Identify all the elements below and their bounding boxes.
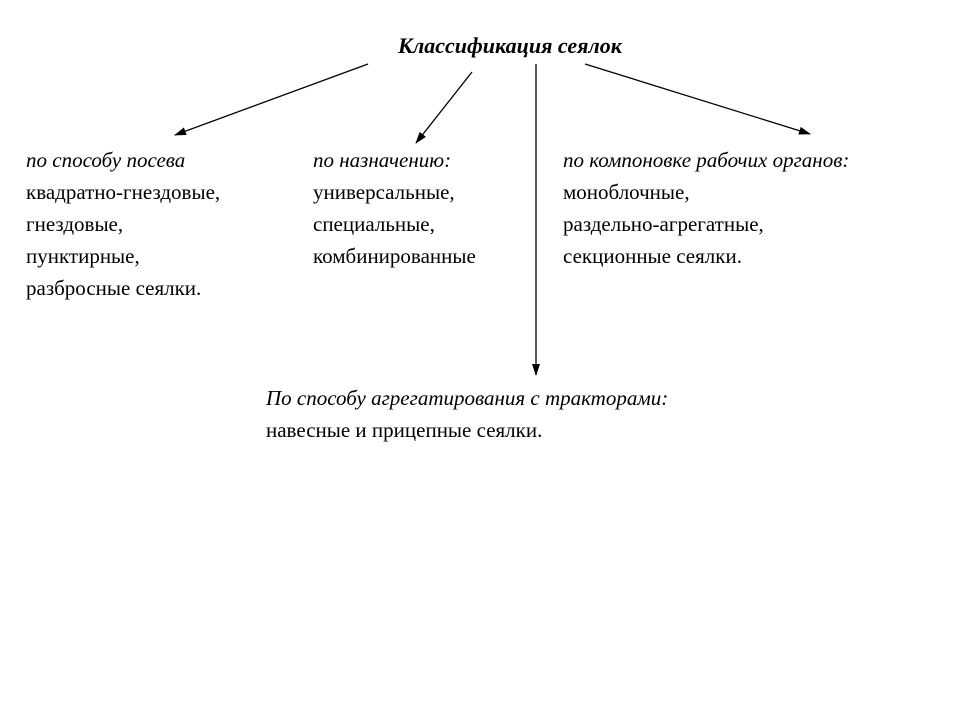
list-item: квадратно-гнездовые, [26, 180, 221, 204]
arrow-to-purpose [416, 72, 472, 143]
list-item: специальные, [313, 212, 435, 236]
group-sowing-method [26, 144, 220, 304]
list-item: навесные и прицепные сеялки. [266, 418, 543, 442]
diagram-title: Классификация сеялок [398, 33, 622, 58]
group-heading: по способу посева [26, 148, 186, 172]
arrow-to-sowing [175, 64, 368, 135]
group-heading: По способу агрегатирования с тракторами: [266, 386, 669, 410]
list-item: пунктирные, [26, 244, 140, 268]
group-heading: по назначению: [313, 148, 452, 172]
list-item: разбросные сеялки. [26, 276, 202, 300]
group-tractor-aggregation [266, 382, 668, 446]
list-item: комбинированные [313, 244, 476, 268]
group-heading: по компоновке рабочих органов: [563, 148, 850, 172]
group-working-parts-layout [563, 144, 849, 272]
list-item: секционные сеялки. [563, 244, 742, 268]
arrow-to-layout [585, 64, 810, 134]
list-item: раздельно-агрегатные, [563, 212, 764, 236]
group-purpose [313, 144, 476, 272]
list-item: моноблочные, [563, 180, 690, 204]
list-item: гнездовые, [26, 212, 124, 236]
list-item: универсальные, [313, 180, 455, 204]
